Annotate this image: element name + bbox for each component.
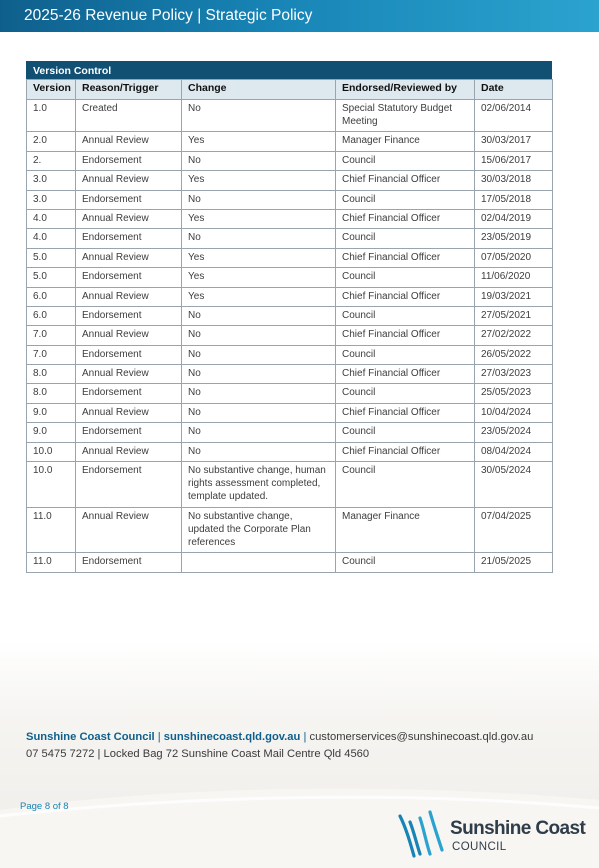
cell-date: 27/02/2022 <box>475 326 553 345</box>
cell-change: Yes <box>182 171 336 190</box>
table-row <box>27 384 553 403</box>
cell-version: 7.0 <box>27 345 76 364</box>
table-row <box>27 462 553 508</box>
cell-endorsed-by: Council <box>336 306 475 325</box>
table-row <box>27 248 553 267</box>
cell-reason: Annual Review <box>76 365 182 384</box>
cell-version: 8.0 <box>27 365 76 384</box>
footer-separator: | <box>303 731 307 743</box>
cell-change: No <box>182 365 336 384</box>
cell-date: 07/05/2020 <box>475 248 553 267</box>
cell-endorsed-by: Manager Finance <box>336 132 475 151</box>
table-row <box>27 326 553 345</box>
cell-version: 9.0 <box>27 423 76 442</box>
cell-reason: Endorsement <box>76 190 182 209</box>
cell-version: 9.0 <box>27 403 76 422</box>
table-row <box>27 151 553 170</box>
cell-date: 11/06/2020 <box>475 268 553 287</box>
cell-change: Yes <box>182 248 336 267</box>
cell-date: 23/05/2024 <box>475 423 553 442</box>
column-header-endorsed: Endorsed/Reviewed by <box>336 80 475 100</box>
cell-version: 4.0 <box>27 229 76 248</box>
cell-version: 10.0 <box>27 442 76 461</box>
cell-reason: Annual Review <box>76 507 182 553</box>
cell-date: 02/06/2014 <box>475 100 553 132</box>
cell-version: 3.0 <box>27 171 76 190</box>
table-row <box>27 423 553 442</box>
table-row <box>27 209 553 228</box>
cell-version: 6.0 <box>27 306 76 325</box>
cell-date: 02/04/2019 <box>475 209 553 228</box>
version-control-caption: Version Control <box>26 61 552 79</box>
table-row <box>27 100 553 132</box>
cell-version: 5.0 <box>27 268 76 287</box>
cell-reason: Annual Review <box>76 442 182 461</box>
cell-reason: Annual Review <box>76 132 182 151</box>
cell-change: No <box>182 100 336 132</box>
cell-date: 23/05/2019 <box>475 229 553 248</box>
cell-date: 30/03/2017 <box>475 132 553 151</box>
column-header-version: Version <box>27 80 76 100</box>
cell-endorsed-by: Council <box>336 423 475 442</box>
version-control-section <box>26 61 552 573</box>
cell-endorsed-by: Council <box>336 345 475 364</box>
cell-endorsed-by: Chief Financial Officer <box>336 403 475 422</box>
cell-date: 30/05/2024 <box>475 462 553 508</box>
cell-change: No <box>182 151 336 170</box>
cell-endorsed-by: Chief Financial Officer <box>336 442 475 461</box>
table-row <box>27 442 553 461</box>
cell-endorsed-by: Council <box>336 229 475 248</box>
table-row <box>27 268 553 287</box>
cell-date: 07/04/2025 <box>475 507 553 553</box>
version-control-table <box>26 79 553 573</box>
cell-version: 2.0 <box>27 132 76 151</box>
footer-separator: | <box>157 731 161 743</box>
cell-reason: Endorsement <box>76 268 182 287</box>
cell-version: 11.0 <box>27 553 76 572</box>
cell-date: 19/03/2021 <box>475 287 553 306</box>
cell-change: Yes <box>182 287 336 306</box>
column-header-change: Change <box>182 80 336 100</box>
cell-date: 10/04/2024 <box>475 403 553 422</box>
cell-change: No <box>182 423 336 442</box>
column-header-date: Date <box>475 80 553 100</box>
footer-contact-line <box>26 731 533 743</box>
cell-reason: Endorsement <box>76 423 182 442</box>
cell-reason: Endorsement <box>76 229 182 248</box>
footer-org-name: Sunshine Coast Council <box>26 731 155 743</box>
cell-reason: Annual Review <box>76 403 182 422</box>
cell-change: Yes <box>182 268 336 287</box>
cell-date: 17/05/2018 <box>475 190 553 209</box>
cell-endorsed-by: Chief Financial Officer <box>336 209 475 228</box>
cell-version: 5.0 <box>27 248 76 267</box>
cell-endorsed-by: Council <box>336 190 475 209</box>
table-row <box>27 190 553 209</box>
cell-endorsed-by: Council <box>336 151 475 170</box>
cell-change: No <box>182 326 336 345</box>
cell-reason: Endorsement <box>76 151 182 170</box>
column-header-reason: Reason/Trigger <box>76 80 182 100</box>
cell-endorsed-by: Chief Financial Officer <box>336 248 475 267</box>
cell-date: 15/06/2017 <box>475 151 553 170</box>
cell-reason: Annual Review <box>76 287 182 306</box>
cell-reason: Created <box>76 100 182 132</box>
cell-change: No <box>182 229 336 248</box>
table-row <box>27 171 553 190</box>
cell-version: 3.0 <box>27 190 76 209</box>
cell-version: 7.0 <box>27 326 76 345</box>
cell-reason: Annual Review <box>76 171 182 190</box>
cell-reason: Annual Review <box>76 209 182 228</box>
page-number: Page 8 of 8 <box>20 801 69 812</box>
cell-version: 10.0 <box>27 462 76 508</box>
cell-change <box>182 553 336 572</box>
cell-change: No <box>182 442 336 461</box>
cell-change: Yes <box>182 132 336 151</box>
table-row <box>27 345 553 364</box>
cell-date: 08/04/2024 <box>475 442 553 461</box>
cell-reason: Endorsement <box>76 384 182 403</box>
cell-endorsed-by: Council <box>336 384 475 403</box>
footer-email-link[interactable]: customerservices@sunshinecoast.qld.gov.au <box>309 731 534 743</box>
footer-phone-address: 07 5475 7272 | Locked Bag 72 Sunshine Coast Mail Centre Qld 4560 <box>26 748 370 760</box>
cell-endorsed-by: Chief Financial Officer <box>336 171 475 190</box>
document-title: 2025-26 Revenue Policy | Strategic Policy <box>24 7 313 24</box>
version-control-body <box>27 100 553 573</box>
cell-version: 2. <box>27 151 76 170</box>
logo-brand-text: Sunshine Coast <box>450 818 586 839</box>
cell-change: Yes <box>182 209 336 228</box>
cell-change: No <box>182 190 336 209</box>
cell-reason: Endorsement <box>76 345 182 364</box>
cell-reason: Endorsement <box>76 462 182 508</box>
table-row <box>27 132 553 151</box>
cell-reason: Annual Review <box>76 326 182 345</box>
cell-endorsed-by: Council <box>336 268 475 287</box>
cell-change: No <box>182 306 336 325</box>
cell-endorsed-by: Chief Financial Officer <box>336 365 475 384</box>
cell-version: 4.0 <box>27 209 76 228</box>
cell-date: 27/03/2023 <box>475 365 553 384</box>
cell-date: 30/03/2018 <box>475 171 553 190</box>
cell-reason: Annual Review <box>76 248 182 267</box>
cell-change: No substantive change, human rights assessment completed, template updated. <box>182 462 336 508</box>
cell-endorsed-by: Council <box>336 553 475 572</box>
cell-change: No <box>182 345 336 364</box>
table-row <box>27 287 553 306</box>
header-bar <box>0 0 599 32</box>
cell-change: No substantive change, updated the Corporate Plan references <box>182 507 336 553</box>
table-row <box>27 306 553 325</box>
cell-reason: Endorsement <box>76 553 182 572</box>
table-row <box>27 507 553 553</box>
cell-version: 11.0 <box>27 507 76 553</box>
cell-date: 25/05/2023 <box>475 384 553 403</box>
cell-version: 1.0 <box>27 100 76 132</box>
table-row <box>27 553 553 572</box>
cell-date: 27/05/2021 <box>475 306 553 325</box>
cell-version: 6.0 <box>27 287 76 306</box>
table-row <box>27 403 553 422</box>
cell-endorsed-by: Special Statutory Budget Meeting <box>336 100 475 132</box>
cell-version: 8.0 <box>27 384 76 403</box>
table-header-row <box>27 80 553 100</box>
cell-reason: Endorsement <box>76 306 182 325</box>
cell-change: No <box>182 384 336 403</box>
council-logo <box>396 808 596 860</box>
cell-date: 21/05/2025 <box>475 553 553 572</box>
cell-date: 26/05/2022 <box>475 345 553 364</box>
table-row <box>27 365 553 384</box>
cell-change: No <box>182 403 336 422</box>
logo-sub-text: COUNCIL <box>452 841 507 853</box>
footer-website-link[interactable]: sunshinecoast.qld.gov.au <box>163 731 301 743</box>
cell-endorsed-by: Council <box>336 462 475 508</box>
waves-logo-icon <box>396 808 448 860</box>
cell-endorsed-by: Chief Financial Officer <box>336 287 475 306</box>
table-row <box>27 229 553 248</box>
cell-endorsed-by: Chief Financial Officer <box>336 326 475 345</box>
cell-endorsed-by: Manager Finance <box>336 507 475 553</box>
